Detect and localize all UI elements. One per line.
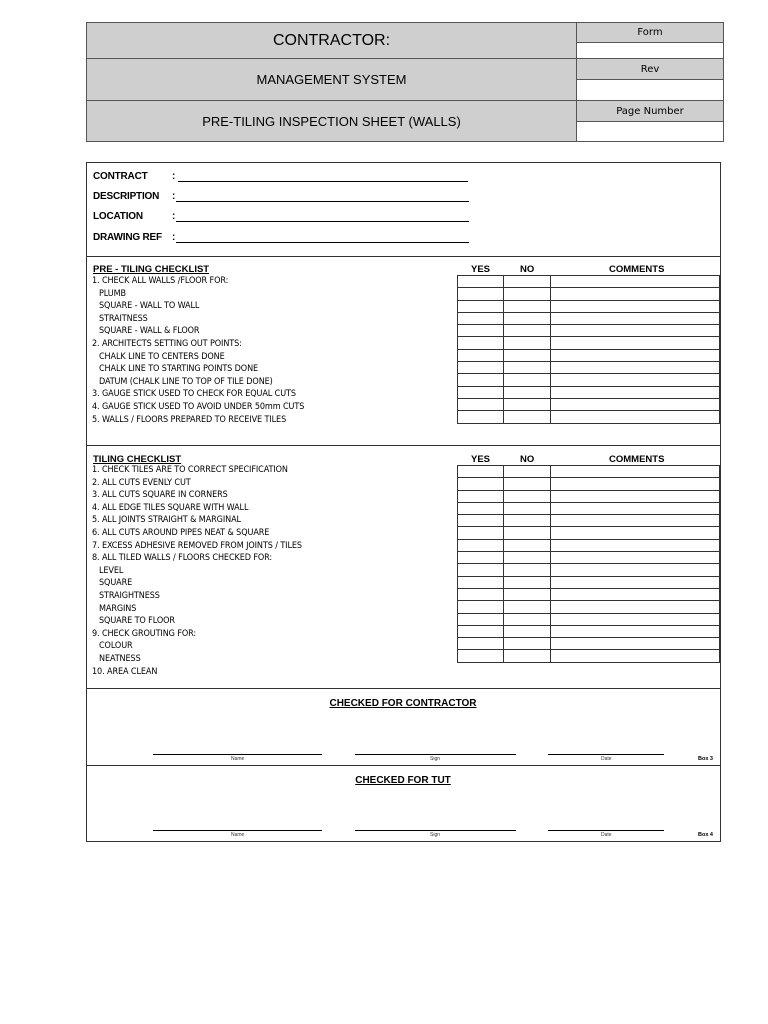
comments-cell[interactable] xyxy=(550,625,719,637)
tiling-item: 3. ALL CUTS SQUARE IN CORNERS xyxy=(92,490,228,501)
no-cell[interactable] xyxy=(504,601,550,613)
form-label-text: Form xyxy=(637,27,663,38)
pre-tiling-item: 3. GAUGE STICK USED TO CHECK FOR EQUAL CUTS xyxy=(92,389,296,400)
pre-tiling-item: 1. CHECK ALL WALLS /FLOOR FOR: xyxy=(92,276,229,286)
contractor-sign-line[interactable] xyxy=(355,754,516,755)
tiling-comments-header: COMMENTS xyxy=(609,454,665,465)
answer-row xyxy=(458,337,720,349)
tiling-item: 1. CHECK TILES ARE TO CORRECT SPECIFICATION xyxy=(92,465,288,475)
no-cell[interactable] xyxy=(504,466,550,478)
pre-tiling-item: 4. GAUGE STICK USED TO AVOID UNDER 50mm CUTS xyxy=(92,402,305,412)
yes-cell[interactable] xyxy=(458,515,504,527)
tiling-item: SQUARE TO FLOOR xyxy=(99,616,175,627)
rev-label xyxy=(576,58,724,80)
answer-row xyxy=(458,398,720,410)
pre-tiling-item: PLUMB xyxy=(99,288,126,299)
comments-cell[interactable] xyxy=(550,502,719,514)
no-cell[interactable] xyxy=(504,300,550,312)
yes-cell[interactable] xyxy=(458,288,504,300)
answer-row xyxy=(458,539,720,551)
yes-cell[interactable] xyxy=(458,411,504,423)
no-cell[interactable] xyxy=(504,515,550,527)
yes-cell[interactable] xyxy=(458,576,504,588)
no-cell[interactable] xyxy=(504,576,550,588)
comments-cell[interactable] xyxy=(550,638,719,650)
contract-input-line[interactable] xyxy=(178,181,468,182)
answer-row xyxy=(458,478,720,490)
yes-cell[interactable] xyxy=(458,490,504,502)
pre-tiling-item: 2. ARCHITECTS SETTING OUT POINTS: xyxy=(92,339,242,349)
comments-cell[interactable] xyxy=(550,288,719,300)
contractor-date-line[interactable] xyxy=(548,754,664,755)
comments-cell[interactable] xyxy=(550,539,719,551)
yes-cell[interactable] xyxy=(458,362,504,374)
answer-row xyxy=(458,276,720,288)
answer-row xyxy=(458,650,720,662)
comments-cell[interactable] xyxy=(550,349,719,361)
answer-row xyxy=(458,374,720,386)
comments-cell[interactable] xyxy=(550,374,719,386)
no-cell[interactable] xyxy=(504,638,550,650)
no-cell[interactable] xyxy=(504,386,550,398)
yes-cell[interactable] xyxy=(458,337,504,349)
answer-row xyxy=(458,300,720,312)
pre-tiling-title: PRE - TILING CHECKLIST xyxy=(93,264,210,275)
divider-after-tiling xyxy=(86,688,721,689)
answer-row xyxy=(458,638,720,650)
yes-cell[interactable] xyxy=(458,564,504,576)
tiling-item: 6. ALL CUTS AROUND PIPES NEAT & SQUARE xyxy=(92,528,270,538)
yes-cell[interactable] xyxy=(458,398,504,410)
page-number-field[interactable] xyxy=(576,121,724,142)
yes-cell[interactable] xyxy=(458,588,504,600)
rev-value-field[interactable] xyxy=(576,79,724,101)
no-cell[interactable] xyxy=(504,564,550,576)
no-cell[interactable] xyxy=(504,325,550,337)
comments-cell[interactable] xyxy=(550,650,719,662)
yes-cell[interactable] xyxy=(458,527,504,539)
pre-tiling-item: SQUARE - WALL TO WALL xyxy=(99,301,200,312)
description-input-line[interactable] xyxy=(176,201,469,202)
drawing-ref-input-line[interactable] xyxy=(176,242,469,243)
pre-tiling-item: STRAITNESS xyxy=(99,313,148,324)
pre-tiling-yes-header: YES xyxy=(471,264,491,275)
answer-row xyxy=(458,552,720,564)
no-cell[interactable] xyxy=(504,398,550,410)
tiling-item: 4. ALL EDGE TILES SQUARE WITH WALL xyxy=(92,502,249,513)
tiling-item: NEATNESS xyxy=(99,654,141,664)
comments-cell[interactable] xyxy=(550,576,719,588)
system-heading-text: MANAGEMENT SYSTEM xyxy=(256,72,407,87)
no-cell[interactable] xyxy=(504,588,550,600)
comments-cell[interactable] xyxy=(550,527,719,539)
contractor-name-line[interactable] xyxy=(153,754,322,755)
yes-cell[interactable] xyxy=(458,478,504,490)
comments-cell[interactable] xyxy=(550,411,719,423)
no-cell[interactable] xyxy=(504,490,550,502)
answer-row xyxy=(458,588,720,600)
tiling-yes-header: YES xyxy=(471,454,491,465)
pre-tiling-item: DATUM (CHALK LINE TO TOP OF TILE DONE) xyxy=(99,376,273,387)
contractor-name-label: Name xyxy=(231,756,245,762)
description-colon: : xyxy=(172,191,176,202)
system-heading xyxy=(86,58,577,101)
contract-colon: : xyxy=(172,171,176,182)
tiling-title: TILING CHECKLIST xyxy=(93,454,182,465)
tut-date-label: Date xyxy=(601,832,612,838)
contractor-date-label: Date xyxy=(601,756,612,762)
no-cell[interactable] xyxy=(504,349,550,361)
yes-cell[interactable] xyxy=(458,613,504,625)
no-cell[interactable] xyxy=(504,276,550,288)
answer-row xyxy=(458,312,720,324)
tiling-item: LEVEL xyxy=(99,565,124,576)
comments-cell[interactable] xyxy=(550,601,719,613)
box-3-label: Box 3 xyxy=(698,756,713,762)
tiling-item: 7. EXCESS ADHESIVE REMOVED FROM JOINTS / TILES xyxy=(92,540,302,551)
contract-label: CONTRACT xyxy=(93,171,148,182)
tut-date-line[interactable] xyxy=(548,830,664,831)
answer-row xyxy=(458,564,720,576)
comments-cell[interactable] xyxy=(550,312,719,324)
rev-label-text: Rev xyxy=(640,63,660,75)
no-cell[interactable] xyxy=(504,362,550,374)
tiling-item: MARGINS xyxy=(99,603,137,614)
yes-cell[interactable] xyxy=(458,466,504,478)
divider-after-pretiling xyxy=(86,445,721,446)
checked-for-contractor-title: CHECKED FOR CONTRACTOR xyxy=(329,698,477,709)
comments-cell[interactable] xyxy=(550,276,719,288)
answer-row xyxy=(458,349,720,361)
tiling-item: 8. ALL TILED WALLS / FLOORS CHECKED FOR: xyxy=(92,553,273,564)
checked-for-tut-title: CHECKED FOR TUT xyxy=(355,775,451,786)
location-colon: : xyxy=(172,211,176,222)
yes-cell[interactable] xyxy=(458,386,504,398)
answer-row xyxy=(458,613,720,625)
no-cell[interactable] xyxy=(504,502,550,514)
no-cell[interactable] xyxy=(504,650,550,662)
pre-tiling-item: CHALK LINE TO STARTING POINTS DONE xyxy=(99,364,259,375)
pre-tiling-no-header: NO xyxy=(520,264,535,275)
sheet-title xyxy=(86,100,577,142)
comments-cell[interactable] xyxy=(550,325,719,337)
answer-row xyxy=(458,490,720,502)
contractor-sign-label: Sign xyxy=(430,756,441,762)
comments-cell[interactable] xyxy=(550,490,719,502)
comments-cell[interactable] xyxy=(550,552,719,564)
yes-cell[interactable] xyxy=(458,325,504,337)
no-cell[interactable] xyxy=(504,552,550,564)
tiling-answer-grid xyxy=(457,465,720,663)
comments-cell[interactable] xyxy=(550,588,719,600)
comments-cell[interactable] xyxy=(550,478,719,490)
no-cell[interactable] xyxy=(504,288,550,300)
form-header xyxy=(86,22,724,142)
pre-tiling-item: CHALK LINE TO CENTERS DONE xyxy=(99,351,225,362)
form-value-field[interactable] xyxy=(576,42,724,59)
no-cell[interactable] xyxy=(504,613,550,625)
comments-cell[interactable] xyxy=(550,386,719,398)
no-cell[interactable] xyxy=(504,312,550,324)
form-label xyxy=(576,22,724,43)
sheet-title-text: PRE-TILING INSPECTION SHEET (WALLS) xyxy=(202,113,461,129)
pre-tiling-item: SQUARE - WALL & FLOOR xyxy=(99,326,200,337)
answer-row xyxy=(458,515,720,527)
drawing-ref-colon: : xyxy=(172,232,176,243)
tiling-item: STRAIGHTNESS xyxy=(99,591,160,601)
answer-row xyxy=(458,625,720,637)
yes-cell[interactable] xyxy=(458,312,504,324)
comments-cell[interactable] xyxy=(550,564,719,576)
yes-cell[interactable] xyxy=(458,502,504,514)
answer-row xyxy=(458,601,720,613)
divider-after-contractor-sign xyxy=(86,765,721,766)
tut-name-line[interactable] xyxy=(153,830,322,831)
comments-cell[interactable] xyxy=(550,613,719,625)
no-cell[interactable] xyxy=(504,337,550,349)
comments-cell[interactable] xyxy=(550,466,719,478)
answer-row xyxy=(458,386,720,398)
answer-row xyxy=(458,325,720,337)
tut-sign-line[interactable] xyxy=(355,830,516,831)
answer-row xyxy=(458,362,720,374)
tut-sign-label: Sign xyxy=(430,832,441,838)
answer-row xyxy=(458,527,720,539)
yes-cell[interactable] xyxy=(458,539,504,551)
comments-cell[interactable] xyxy=(550,362,719,374)
answer-row xyxy=(458,502,720,514)
yes-cell[interactable] xyxy=(458,300,504,312)
no-cell[interactable] xyxy=(504,539,550,551)
tut-name-label: Name xyxy=(231,832,245,838)
tiling-item: 2. ALL CUTS EVENLY CUT xyxy=(92,477,191,488)
tiling-item: SQUARE xyxy=(99,578,133,589)
location-input-line[interactable] xyxy=(176,221,469,222)
yes-cell[interactable] xyxy=(458,625,504,637)
location-label: LOCATION xyxy=(93,211,143,222)
answer-row xyxy=(458,466,720,478)
no-cell[interactable] xyxy=(504,625,550,637)
pre-tiling-item: 5. WALLS / FLOORS PREPARED TO RECEIVE TILES xyxy=(92,414,287,425)
description-label: DESCRIPTION xyxy=(93,191,160,202)
tiling-item: COLOUR xyxy=(99,641,133,652)
yes-cell[interactable] xyxy=(458,349,504,361)
comments-cell[interactable] xyxy=(550,515,719,527)
comments-cell[interactable] xyxy=(550,300,719,312)
tiling-item: 5. ALL JOINTS STRAIGHT & MARGINAL xyxy=(92,515,241,526)
yes-cell[interactable] xyxy=(458,601,504,613)
page-number-label xyxy=(576,100,724,122)
no-cell[interactable] xyxy=(504,374,550,386)
yes-cell[interactable] xyxy=(458,650,504,662)
no-cell[interactable] xyxy=(504,527,550,539)
yes-cell[interactable] xyxy=(458,276,504,288)
yes-cell[interactable] xyxy=(458,552,504,564)
page-number-label-text: Page Number xyxy=(616,105,684,117)
answer-row xyxy=(458,288,720,300)
divider-after-fields xyxy=(86,256,721,257)
no-cell[interactable] xyxy=(504,478,550,490)
pre-tiling-answer-grid xyxy=(457,275,720,424)
tiling-item: 10. AREA CLEAN xyxy=(92,666,158,677)
contractor-heading-text: CONTRACTOR: xyxy=(272,31,391,49)
no-cell[interactable] xyxy=(504,411,550,423)
yes-cell[interactable] xyxy=(458,374,504,386)
contractor-heading xyxy=(86,22,577,59)
comments-cell[interactable] xyxy=(550,398,719,410)
answer-row xyxy=(458,576,720,588)
tiling-no-header: NO xyxy=(520,454,535,465)
tiling-item: 9. CHECK GROUTING FOR: xyxy=(92,628,197,639)
comments-cell[interactable] xyxy=(550,337,719,349)
answer-row xyxy=(458,411,720,423)
drawing-ref-label: DRAWING REF xyxy=(93,232,162,243)
yes-cell[interactable] xyxy=(458,638,504,650)
pre-tiling-comments-header: COMMENTS xyxy=(609,264,665,275)
box-4-label: Box 4 xyxy=(698,832,713,838)
